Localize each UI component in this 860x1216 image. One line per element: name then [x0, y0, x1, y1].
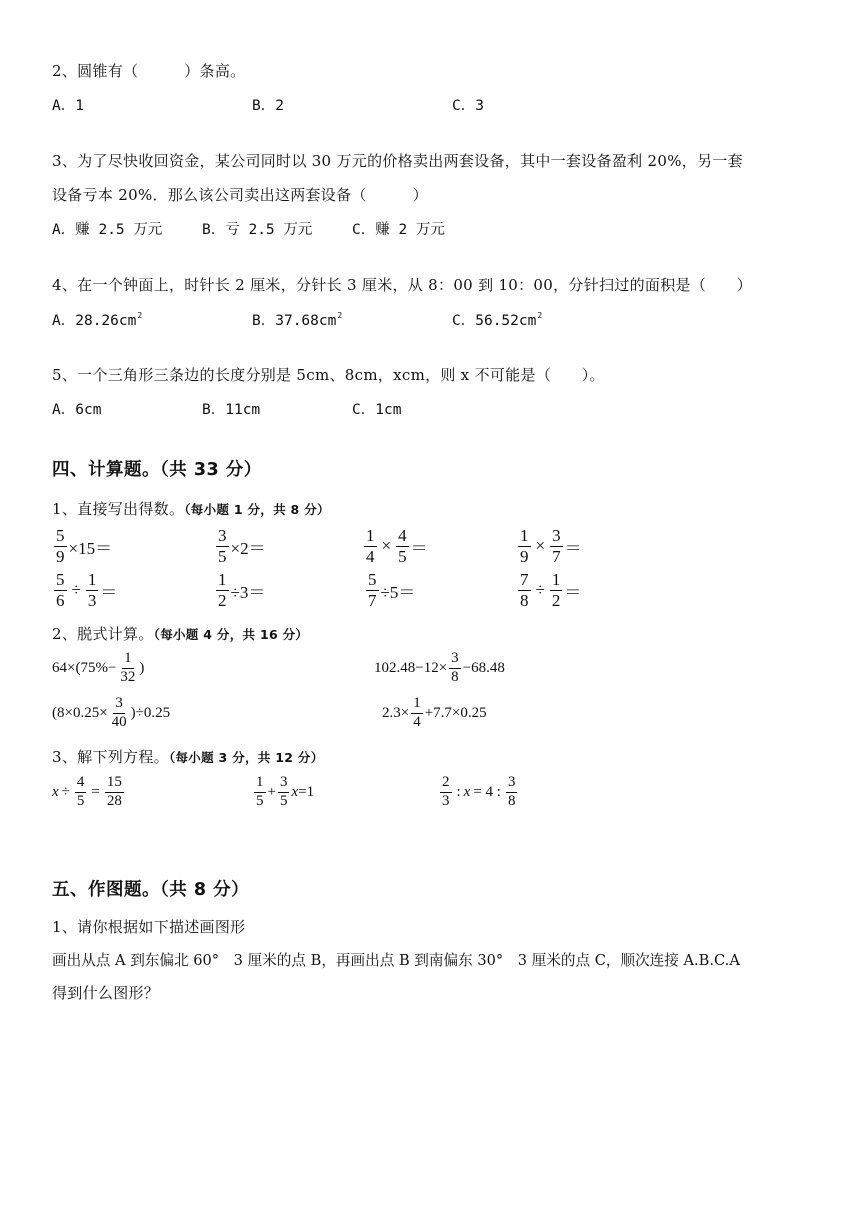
- section5-part1: 1、请你根据如下描述画图形: [52, 918, 246, 936]
- part2-note: （每小题 4 分，共 16 分）: [153, 627, 309, 642]
- q5-option-a: A．6cm: [52, 402, 102, 418]
- mental-expr-3: $\frac{1}{4}$ × $\frac{4}{5}$ ＝: [366, 526, 428, 566]
- step-expr-3: (8×0.25× $\frac{3}{40}$ )÷0.25: [52, 695, 171, 730]
- part3-note: （每小题 3 分，共 12 分）: [168, 750, 324, 765]
- q2-option-c: C．3: [452, 98, 484, 114]
- mental-expr-2: $\frac{3}{5}$ ×2＝: [218, 526, 266, 566]
- equation-3: $\frac{2}{3}$ : x = 4 : $\frac{3}{8}$: [442, 774, 516, 809]
- q2-text: 2、圆锥有（ ）条高。: [52, 62, 246, 80]
- section5-line1: 画出从点 A 到东偏北 60° 3 厘米的点 B，再画出点 B 到南偏东 30° 3 厘米的点 C，顺次连接 A.B.C.A: [52, 952, 740, 969]
- mental-expr-1: $\frac{5}{9}$ ×15＝: [56, 526, 113, 566]
- step-expr-1: 64×(75%− $\frac{1}{32}$ ): [52, 650, 145, 685]
- equation-1: x ÷ $\frac{4}{5}$ = $\frac{15}{28}$: [52, 774, 122, 809]
- part1-label: 1、直接写出得数。: [52, 500, 185, 518]
- step-expr-4: 2.3× $\frac{1}{4}$ +7.7×0.25: [382, 695, 487, 730]
- section4-part3-heading: [52, 746, 324, 767]
- mental-expr-7: $\frac{5}{7}$ ÷5＝: [368, 570, 416, 610]
- section5-line2: 得到什么图形？: [52, 984, 160, 1002]
- section4-part1-heading: [52, 498, 330, 519]
- mental-expr-4: $\frac{1}{9}$ × $\frac{3}{7}$ ＝: [520, 526, 582, 566]
- part3-label: 3、解下列方程。: [52, 748, 169, 766]
- q2-option-a: A．1: [52, 98, 84, 114]
- equation-2: $\frac{1}{5}$ + $\frac{3}{5}$ x =1: [256, 774, 315, 809]
- mental-expr-5: $\frac{5}{6}$ ÷ $\frac{1}{3}$ ＝: [56, 570, 118, 610]
- q3-option-a: A．赚 2.5 万元: [52, 222, 163, 238]
- q2-option-b: B．2: [252, 98, 284, 114]
- q5-option-b: B．11cm: [202, 402, 261, 418]
- section4-part2-heading: [52, 623, 308, 644]
- part2-label: 2、脱式计算。: [52, 625, 154, 643]
- q3-line2: 设备亏本 20%．那么该公司卖出这两套设备（ ）: [52, 186, 428, 204]
- section5-title: 五、作图题。（共 8 分）: [52, 880, 250, 900]
- q5-option-c: C．1cm: [352, 402, 402, 418]
- q3-line1: 3、为了尽快收回资金，某公司同时以 30 万元的价格卖出两套设备，其中一套设备盈利 20%，另一套: [52, 152, 743, 170]
- q4-option-c: C．$56.52cm^2$: [452, 311, 543, 329]
- q3-option-c: C．赚 2 万元: [352, 222, 445, 238]
- q5-text: 5、一个三角形三条边的长度分别是 5cm、8cm，xcm，则 x 不可能是（ ）。: [52, 366, 605, 384]
- q4-text: 4、在一个钟面上，时针长 2 厘米，分针长 3 厘米，从 8：00 到 10：00，分针扫过的面积是（ ）: [52, 276, 753, 294]
- q4-option-a: A．$28.26cm^2$: [52, 311, 143, 329]
- section4-title: 四、计算题。（共 33 分）: [52, 460, 262, 480]
- part1-note: （每小题 1 分，共 8 分）: [184, 502, 330, 517]
- q4-option-b: B．$37.68cm^2$: [252, 311, 343, 329]
- mental-expr-6: $\frac{1}{2}$ ÷3＝: [218, 570, 266, 610]
- q3-option-b: B．亏 2.5 万元: [202, 222, 313, 238]
- mental-expr-8: $\frac{7}{8}$ ÷ $\frac{1}{2}$ ＝: [520, 570, 582, 610]
- step-expr-2: 102.48−12× $\frac{3}{8}$ −68.48: [374, 650, 505, 685]
